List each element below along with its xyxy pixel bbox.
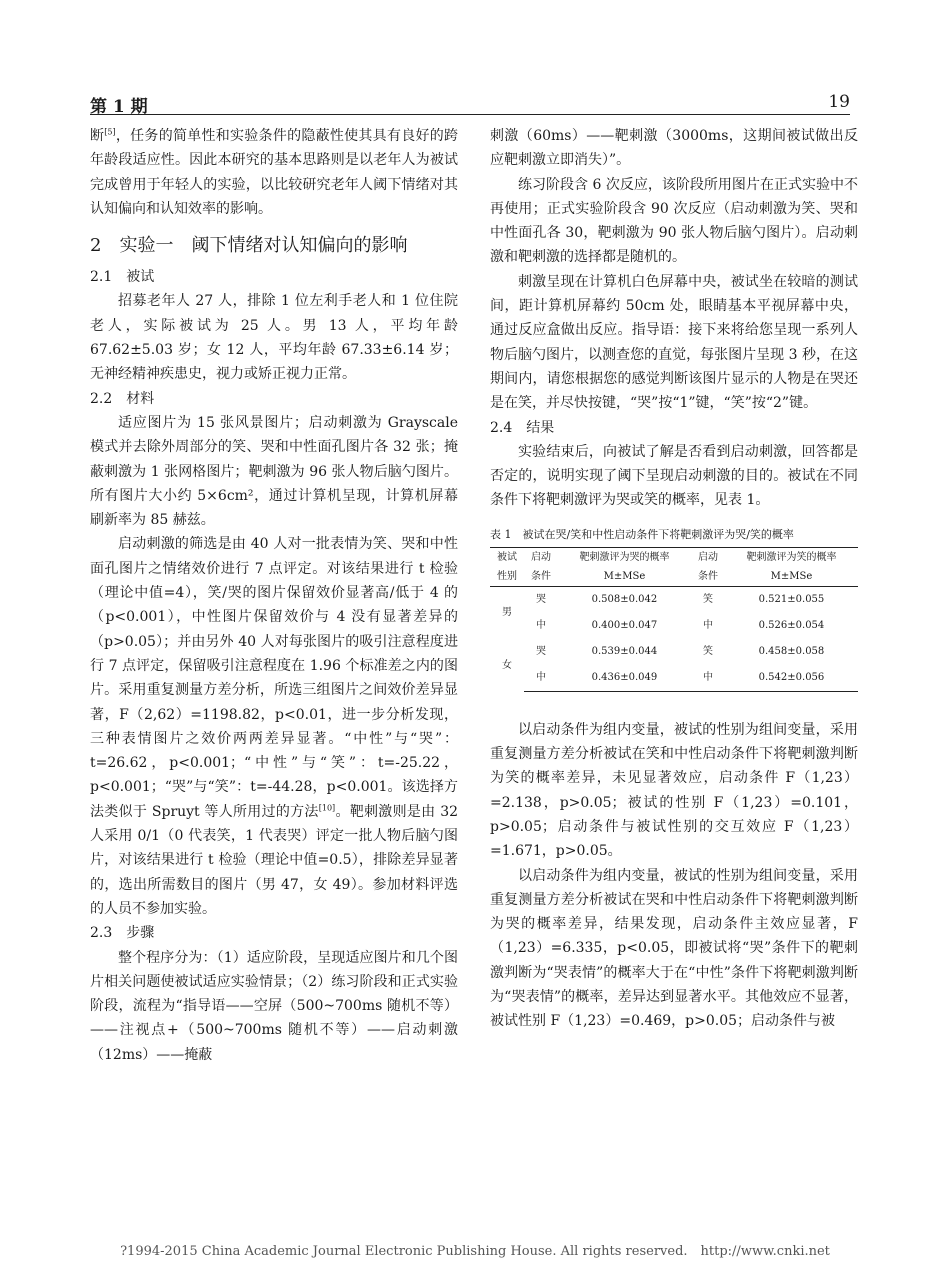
citation-ref[interactable]: [10] [318, 803, 336, 813]
table-cell: 中 [524, 665, 558, 692]
table-cell: 0.458±0.058 [758, 646, 825, 658]
section-2-title: 2 实验一 阈下情绪对认知偏向的影响 [90, 235, 408, 257]
table-caption: 表 1 被试在哭/笑和中性启动条件下将靶刺激评为哭/笑的概率 [490, 527, 794, 541]
anova-paragraph-1: 以启动条件为组内变量，被试的性别为组间变量，采用重复测量方差分析被试在笑和中性启动条件下将靶刺激判断为笑的概率差异，未见显著效应，启动条件 F（1,23）=2.138，p>0.05；被试的性别 F（1,23）=0.101，p>0.05；启动条件与被试性别的交互效应 F（1,23）=1.671，p>0.05。 [490, 721, 858, 860]
table-header: 靶刺激评为哭的概率 [558, 547, 691, 567]
table-cell: 中 [691, 665, 725, 692]
section-2-2-title: 2.2 材料 [90, 390, 155, 407]
section-2-3-title: 2.3 步骤 [90, 925, 155, 942]
table-header: 条件 [691, 567, 725, 587]
table-cell: 笑 [702, 646, 713, 658]
table-cell: 中 [702, 620, 713, 632]
table-row [490, 586, 858, 613]
page-number: 19 [828, 92, 850, 112]
screen-paragraph: 刺激呈现在计算机白色屏幕中央，被试坐在较暗的测试间，距计算机屏幕约 50cm 处，眼睛基本平视屏幕中央，通过反应盒做出反应。指导语：接下来将给您呈现一系列人物后脑勺图片，以测查您的直觉，每张图片呈现 3 秒，在这期间内，请您根据您的感觉判断该图片显示的人物是在哭还是在笑，并尽快按键，“哭”按“1”键，“笑”按“2”键。 [490, 273, 858, 412]
procedure-continued: 刺激（60ms）——靶刺激（3000ms，这期间被试做出反应靶刺激立即消失）”。 [490, 128, 858, 169]
issue-label: 第 1 期 [90, 97, 148, 117]
procedure-paragraph: 整个程序分为：（1）适应阶段，呈现适应图片和几个图片相关问题使被试适应实验情景；（2）练习阶段和正式实验阶段，流程为“指导语——空屏（500~700ms 随机不等）——注视点+（500~700ms 随机不等）——启动刺激（12ms）——掩蔽 [90, 949, 458, 1063]
table-row [490, 613, 858, 639]
running-header [90, 92, 850, 115]
table-cell: 笑 [702, 594, 713, 606]
results-table [490, 547, 858, 692]
table-cell: 中 [535, 620, 546, 632]
table-cell: 0.436±0.049 [558, 665, 691, 692]
table-cell: 哭 [535, 646, 546, 658]
stimulus-selection-paragraph: 启动刺激的筛选是由 40 人对一批表情为笑、哭和中性面孔图片之情绪效价进行 7 点评定。对该结果进行 t 检验（理论中值=4），笑/哭的图片保留效价显著高/低于 4 的（p<0.001），中性图片保留效价与 4 没有显著差异的（p>0.05）；并由另外 40 人对每张图片的吸引注意程度进行 7 点评定，保留吸引注意程度在 1.96 个标准差之内的图片。采用重复测量方差分析，所选三组图片之间效价差异显著，F（2,62）=1198.82，p<0.01，进一步分析发现，三种表情图片之效价两两差异显著。“中性”与“哭”：t=26.62，p<0.001；“中性”与“笑”：t=-25.22，p<0.001；“哭”与“笑”：t=-44.28，p<0.001。该选择方法类似于 Spruyt 等人所用过的方法[10]。靶刺激则是由 32 人采用 0/1（0 代表笑，1 代表哭）评定一批人物后脑勺图片，对该结果进行 t 检验（理论中值=0.5），排除差异显著的，选出所需数目的图片（男 47，女 49）。参加材料评选的人员不参加实验。 [90, 536, 459, 917]
table-header: 启动 [691, 547, 725, 567]
table-row [490, 665, 858, 692]
intro-paragraph: 断[5]，任务的简单性和实验条件的隐蔽性使其具有良好的跨年龄段适应性。因此本研究的基本思路则是以老年人为被试完成曾用于年轻人的实验，以比较研究老年人阈下情绪对其认知偏向和认知效率的影响。 [90, 127, 459, 217]
gender-cell: 男 [501, 607, 512, 619]
table-cell: 0.400±0.047 [591, 620, 658, 632]
table-cell: 哭 [535, 594, 546, 606]
practice-paragraph: 练习阶段含 6 次反应，该阶段所用图片在正式实验中不再使用；正式实验阶段含 90 次反应（启动刺激为笑、哭和中性面孔各 30，靶刺激为 90 张人物后脑勺图片）。启动刺激和靶刺激的选择都是随机的。 [490, 176, 858, 266]
table-header: 被试 [490, 547, 524, 567]
results-paragraph: 实验结束后，向被试了解是否看到启动刺激，回答都是否定的，说明实现了阈下呈现启动刺激的目的。被试在不同条件下将靶刺激评为哭或笑的概率，见表 1。 [490, 443, 858, 509]
table-cell: 0.508±0.042 [591, 594, 658, 606]
section-2-4-title: 2.4 结果 [490, 419, 555, 436]
gender-cell: 女 [501, 659, 512, 671]
anova-paragraph-2: 以启动条件为组内变量，被试的性别为组间变量，采用重复测量方差分析被试在哭和中性启动条件下将靶刺激判断为哭的概率差异，结果发现，启动条件主效应显著，F（1,23）=6.335，p<0.05，即被试将“哭”条件下的靶刺激判断为“哭表情”的概率大于在“中性”条件下将靶刺激判断为“哭表情”的概率，差异达到显著水平。其他效应不显著，被试性别 F（1,23）=0.469，p>0.05；启动条件与被 [490, 867, 858, 1030]
materials-paragraph: 适应图片为 15 张风景图片；启动刺激为 Grayscale 模式并去除外周部分的笑、哭和中性面孔图片各 32 张；掩蔽刺激为 1 张网格图片；靶刺激为 96 张人物后脑勺图片。所有图片大小约 5×6cm²，通过计算机呈现，计算机屏幕刷新率为 85 赫兹。 [90, 414, 458, 529]
table-cell: 0.521±0.055 [758, 594, 825, 606]
table-cell: 0.542±0.056 [725, 665, 858, 692]
table-cell: 0.539±0.044 [591, 646, 658, 658]
right-column [490, 124, 858, 1034]
table-header: 性别 [490, 567, 524, 587]
table-header: 启动 [524, 547, 558, 567]
subjects-paragraph: 招募老年人 27 人，排除 1 位左利手老人和 1 位住院老人，实际被试为 25 人。男 13 人，平均年龄 67.62±5.03 岁；女 12 人，平均年龄 67.33±6.14 岁；无神经精神疾患史，视力或矫正视力正常。 [90, 293, 458, 383]
table-header: 靶刺激评为笑的概率 [725, 547, 858, 567]
section-2-1-title: 2.1 被试 [90, 269, 155, 286]
copyright-footer: ?1994-2015 China Academic Journal Electronic Publishing House. All rights reserved. http://www.cnki.net [120, 1244, 830, 1259]
table-header: 条件 [524, 567, 558, 587]
table-header: M±MSe [558, 567, 691, 587]
left-column [90, 124, 458, 1067]
table-cell: 0.526±0.054 [758, 620, 825, 632]
citation-ref[interactable]: [5] [104, 127, 116, 137]
table-header: M±MSe [725, 567, 858, 587]
table-row [490, 639, 858, 665]
